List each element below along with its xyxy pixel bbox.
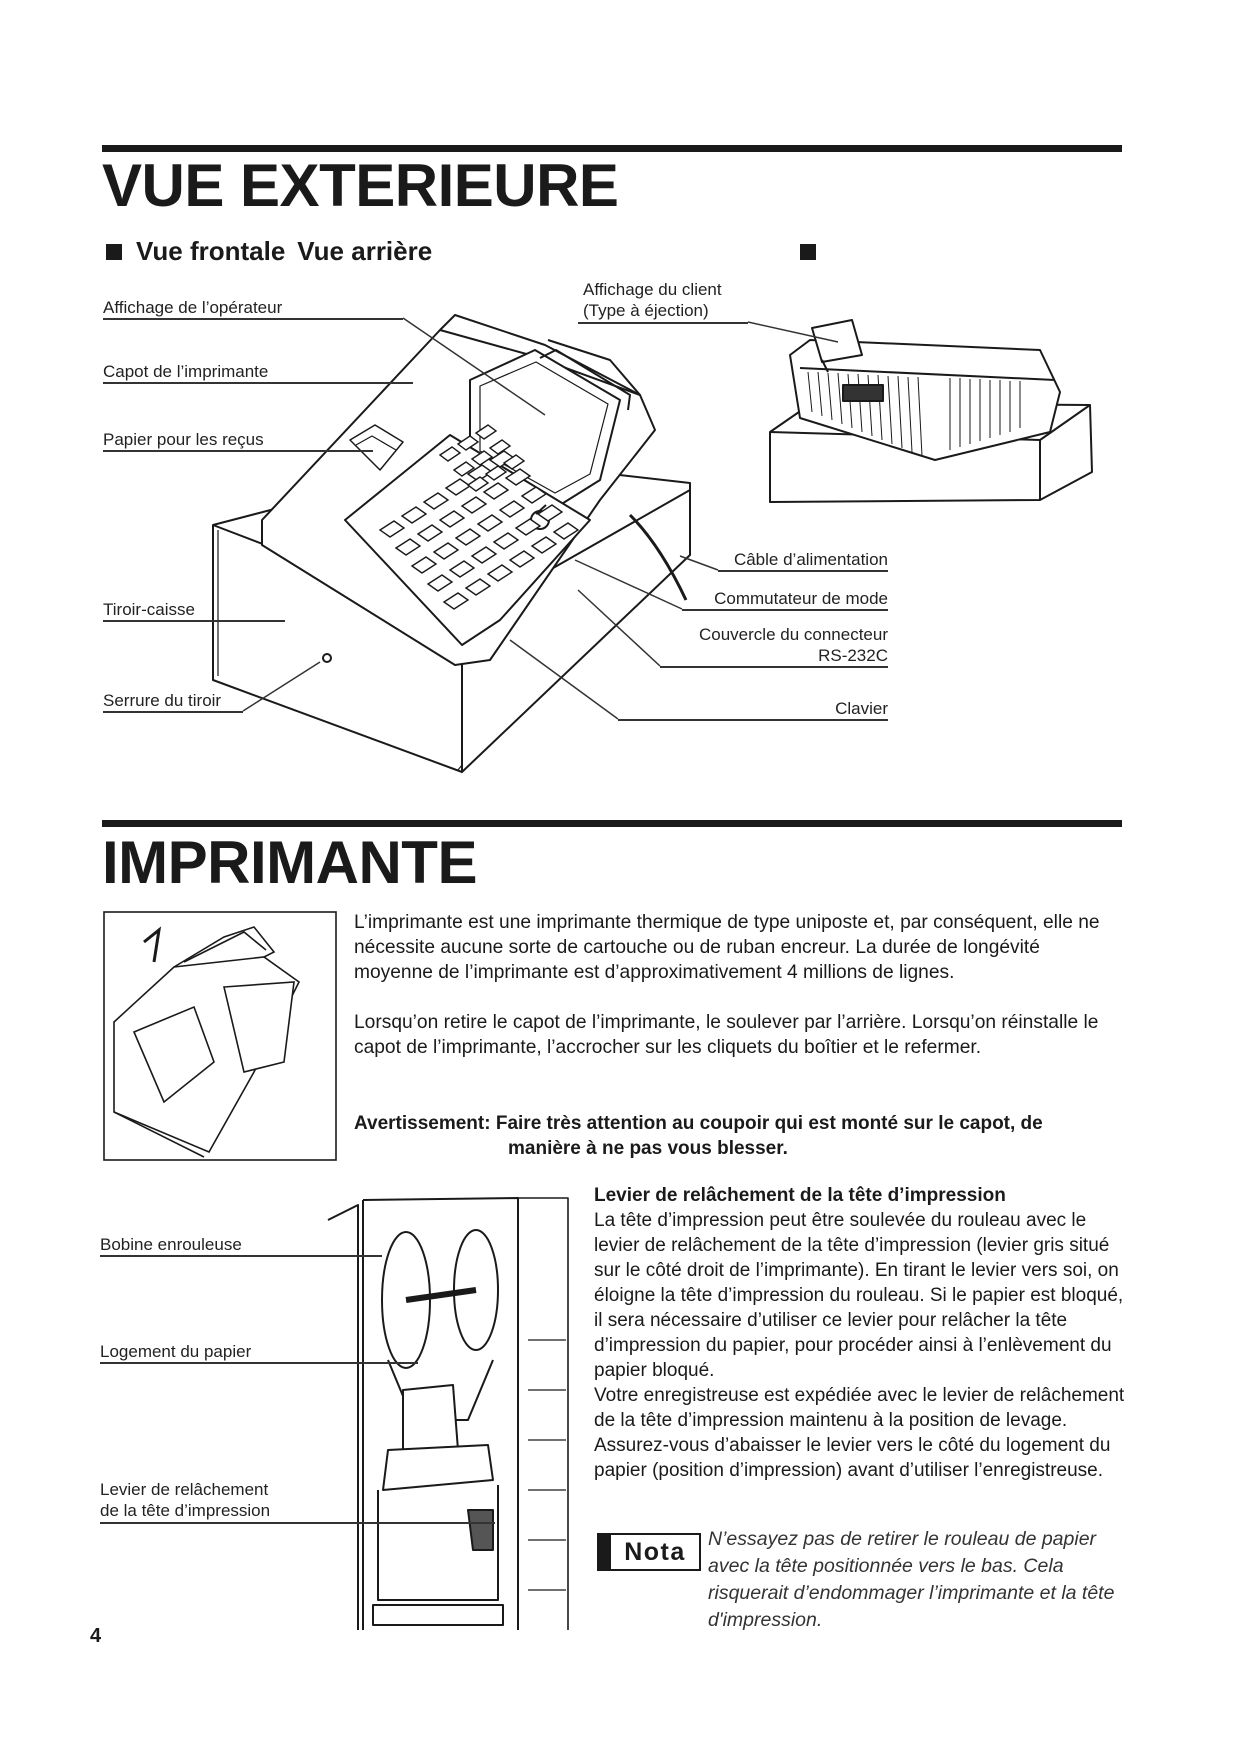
callout-connector-cover-line1: Couvercle du connecteur bbox=[698, 625, 888, 644]
callout-operator-display: Affichage de l’opérateur bbox=[103, 298, 283, 317]
lever-title: Levier de relâchement de la tête d’impression bbox=[594, 1185, 1006, 1206]
warning-line2: manière à ne pas vous blesser. bbox=[508, 1138, 788, 1159]
warning-line1: Faire très attention au coupoir qui est monté sur le capot, de bbox=[495, 1113, 1043, 1134]
callout-customer-display-line1: Affichage du client bbox=[583, 280, 722, 299]
callout-mode-switch: Commutateur de mode bbox=[714, 589, 888, 608]
leader-line bbox=[100, 1255, 382, 1257]
front-view-label: Vue frontale bbox=[136, 236, 286, 266]
page-number: 4 bbox=[90, 1625, 102, 1647]
leader-line bbox=[100, 1362, 418, 1364]
section1-leader-diagonals bbox=[0, 0, 1241, 800]
callout-take-up-spool: Bobine enrouleuse bbox=[100, 1235, 242, 1254]
leader-line bbox=[100, 1522, 495, 1524]
callout-customer-display-line2: (Type à éjection) bbox=[583, 301, 709, 320]
callout-power-cable: Câble d’alimentation bbox=[733, 550, 888, 569]
printer-warning bbox=[354, 1111, 1124, 1161]
rear-view-label: Vue arrière bbox=[297, 236, 433, 266]
callout-drawer: Tiroir-caisse bbox=[103, 600, 195, 619]
nota-bar bbox=[599, 1535, 611, 1569]
section-title-vue-exterieure: VUE EXTERIEURE bbox=[102, 152, 619, 219]
printer-paragraph-1: L’imprimante est une imprimante thermique de type uniposte et, par conséquent, elle ne nécessite aucune sorte de cartouche ou de ruban encreur. La durée de longévité moyenne de l’imprimante est d’approximativement 4 millions de lignes. bbox=[354, 912, 1100, 983]
nota-text: N’essayez pas de retirer le rouleau de papier avec la tête positionnée vers le bas. Cela risquerait d’endommager l’imprimante et la tête d'impression. bbox=[708, 1528, 1115, 1631]
callout-keyboard: Clavier bbox=[835, 699, 888, 718]
lever-section bbox=[594, 1183, 1129, 1483]
callout-release-lever bbox=[100, 1479, 270, 1521]
section-rule-printer bbox=[102, 820, 1122, 827]
warning-label: Avertissement: bbox=[354, 1113, 491, 1134]
printer-cover-illustration bbox=[104, 912, 339, 1162]
nota-badge bbox=[597, 1533, 701, 1571]
section-title-imprimante: IMPRIMANTE bbox=[102, 829, 477, 896]
callout-receipt-paper: Papier pour les reçus bbox=[103, 430, 264, 449]
callout-paper-housing: Logement du papier bbox=[100, 1342, 252, 1361]
lever-text-2: Votre enregistreuse est expédiée avec le levier de relâchement de la tête d’impression maintenu à la position de levage. Assurez-vous d’abaisser le levier vers le côté du logement du papier (position d’impression) avant d’utiliser l’enregistreuse. bbox=[594, 1385, 1125, 1481]
callout-printer-cover: Capot de l’imprimante bbox=[103, 362, 269, 381]
lever-text: La tête d’impression peut être soulevée du rouleau avec le levier de relâchement de la tête d’impression (levier gris situé sur le côté droit de l’imprimante). En tirant le levier vers soi, on éloigne la tête d’impression du rouleau. Si le papier est bloqué, il sera nécessaire d’utiliser ce levier pour relâcher la tête d’impression du papier, pour procéder ainsi à l’enlèvement du papier bloqué. bbox=[594, 1210, 1124, 1381]
callout-drawer-lock: Serrure du tiroir bbox=[103, 691, 222, 710]
callout-release-lever-line1: Levier de relâchement bbox=[100, 1480, 269, 1499]
callout-release-lever-line2: de la tête d’impression bbox=[100, 1501, 271, 1520]
nota-label: Nota bbox=[624, 1537, 686, 1566]
printer-paragraph-2: Lorsqu’on retire le capot de l’imprimante, le soulever par l’arrière. Lorsqu’on réinstalle le capot de l’imprimante, l’accrocher sur les cliquets du boîtier et le refermer. bbox=[354, 1012, 1099, 1058]
callout-connector-cover-line2: RS-232C bbox=[818, 646, 888, 665]
